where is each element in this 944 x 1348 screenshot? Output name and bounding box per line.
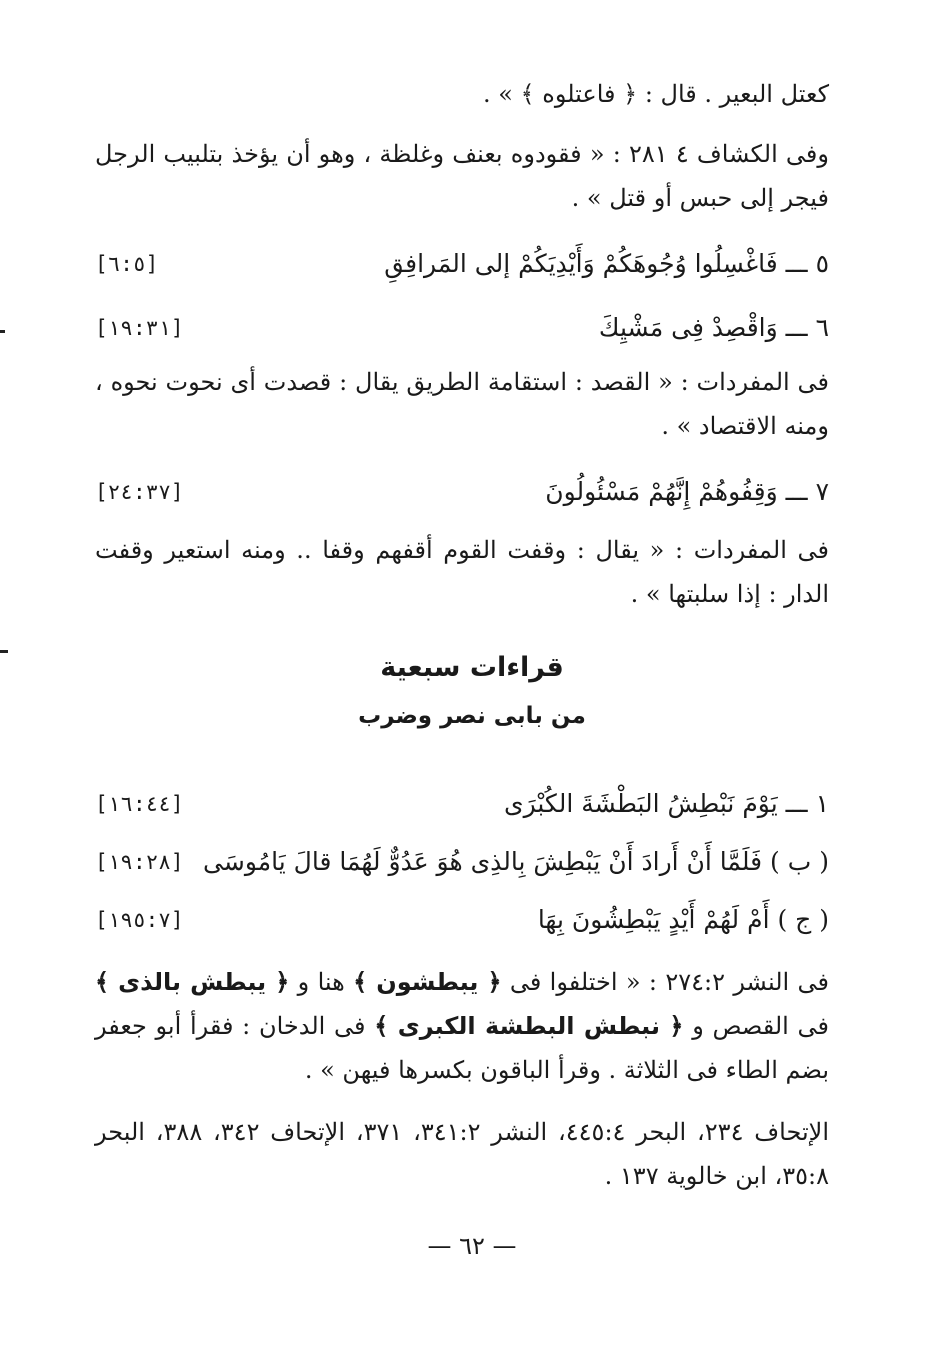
- nashr-text-a: فى النشر ٢٧٤:٢ : « اختلفوا فى: [501, 968, 830, 996]
- reading-j-text: ( ج ) أَمْ لَهُمْ أَيْدٍ يَبْطِشُونَ بِهَا: [537, 905, 829, 934]
- verse-7-text: ٧ ـــ وَقِفُوهُمْ إِنَّهُمْ مَسْئُولُونَ: [545, 477, 829, 506]
- reading-j: [95, 898, 829, 942]
- scan-mark: [0, 650, 8, 653]
- verse-6-text: ٦ ـــ وَاقْصِدْ فِى مَشْيِكَ: [598, 313, 829, 342]
- section-subtitle: من بابى نصر وضرب: [358, 703, 586, 729]
- page-number: — ٦٢ —: [427, 1232, 517, 1260]
- scan-mark: [0, 330, 5, 333]
- nashr-bold-2: ﴿ يبطش بالذى ﴾: [95, 968, 290, 996]
- references-line: الإتحاف ٢٣٤، البحر ٤٤٥:٤، النشر ٣٤١:٢، ٣٧١، الإتحاف ٣٤٢، ٣٨٨، البحر ٣٥:٨، ابن خالوية ١٣٧ .: [95, 1118, 829, 1190]
- mufradat-note-2: فى المفردات : « يقال : وقفت القوم أقفهم وقفا .. ومنه استعير وقفت الدار : إذا سلبتها » .: [95, 536, 829, 608]
- section-title: قراءات سبعية: [380, 652, 564, 683]
- verse-6: [95, 306, 829, 350]
- verse-6-ref: [١٩:٣١]: [95, 316, 184, 340]
- verse-7-ref: [٢٤:٣٧]: [95, 480, 184, 504]
- nashr-text-e: فى الدخان : فقرأ أبو جعفر بضم الطاء فى الثلاثة . وقرأ الباقون بكسرها فيهن » .: [95, 1012, 829, 1084]
- verse-7: [95, 470, 829, 514]
- nashr-bold-3: ﴿ نبطش البطشة الكبرى ﴾: [374, 1012, 684, 1040]
- reading-b-text: ( ب ) فَلَمَّا أَنْ أَرادَ أَنْ يَبْطِشَ بِالذِى هُوَ عَدُوٌّ لَهُمَا قالَ يَامُوسَى: [203, 847, 829, 876]
- reading-b: [95, 840, 829, 884]
- verse-5-text: ٥ ـــ فَاغْسِلُوا وُجُوهَكُمْ وَأَيْدِيَكُمْ إلى المَرافِقِ: [384, 249, 829, 278]
- reading-1: [95, 782, 829, 826]
- mufradat-note-1: فى المفردات : « القصد : استقامة الطريق يقال : قصدت أى نحوت نحوه ، ومنه الاقتصاد » .: [95, 368, 829, 440]
- reading-b-ref: [١٩:٢٨]: [95, 850, 184, 874]
- nashr-bold-1: ﴿ يبطشون ﴾: [353, 968, 502, 996]
- reading-1-text: ١ ـــ يَوْمَ نَبْطِشُ البَطْشَةَ الكُبْرَى: [504, 789, 829, 818]
- text-line-1: كعتل البعير . قال : ﴿ فاعتلوه ﴾ » .: [482, 80, 829, 108]
- kashshaf-paragraph: وفى الكشاف ٤ ٢٨١ : « فقودوه بعنف وغلظة ، وهو أن يؤخذ بتلبيب الرجل فيجر إلى حبس أو قتل » .: [95, 140, 829, 212]
- reading-1-ref: [١٦:٤٤]: [95, 792, 184, 816]
- nashr-paragraph: [95, 960, 829, 1092]
- verse-5-ref: [٦:٥]: [95, 252, 159, 276]
- reading-j-ref: [١٩٥:٧]: [95, 908, 184, 932]
- verse-5: [95, 242, 829, 286]
- nashr-text-d: فى القصص و: [683, 1012, 829, 1040]
- nashr-text-c: هنا و: [289, 968, 354, 996]
